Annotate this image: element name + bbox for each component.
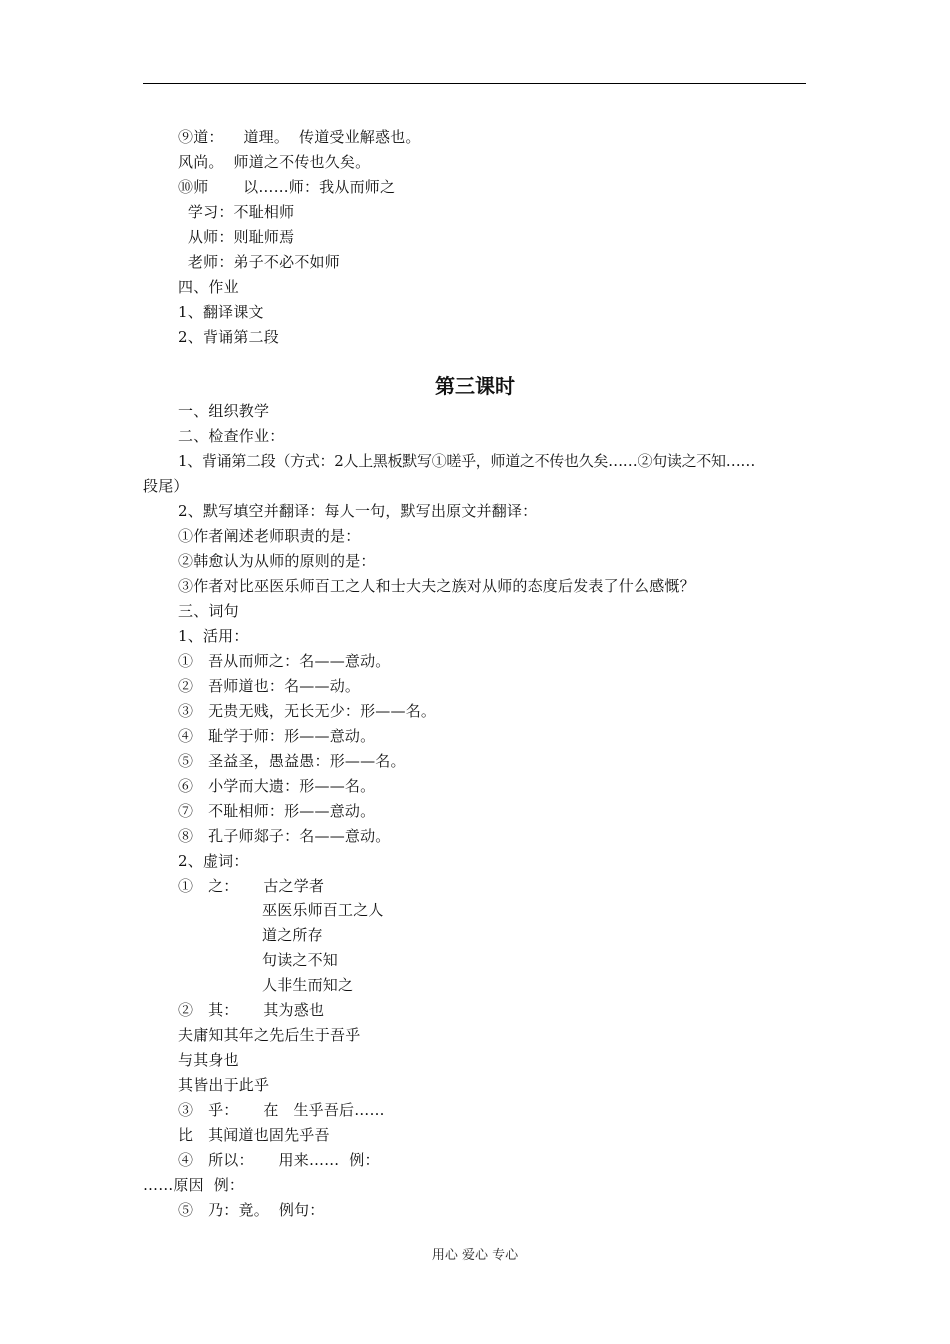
text-line: 与其身也 (178, 1051, 239, 1069)
text-line: 1、翻译课文 (178, 303, 264, 321)
section-title: 第三课时 (435, 374, 515, 398)
text-line: ⑦ 不耻相师：形——意动。 (178, 802, 376, 820)
text-line: ①作者阐述老师职责的是： (178, 527, 361, 545)
text-line: 老师：弟子不必不如师 (178, 253, 340, 271)
text-line: 道之所存 (262, 926, 323, 944)
text-line: ② 吾师道也：名——动。 (178, 677, 361, 695)
text-line: ⑧ 孔子师郯子：名——意动。 (178, 827, 391, 845)
text-line: 2、背诵第二段 (178, 328, 279, 346)
text-line: ① 之： 古之学者 (178, 877, 325, 895)
text-line: 句读之不知 (262, 951, 339, 969)
text-line: ⑨道： 道理。 传道受业解惑也。 (178, 128, 421, 146)
text-line: ③ 无贵无贱，无长无少：形——名。 (178, 702, 437, 720)
text-line: 夫庸知其年之先后生于吾乎 (178, 1026, 361, 1044)
text-line: ③ 乎： 在 生乎吾后…… (178, 1101, 385, 1119)
text-line: ②韩愈认为从师的原则的是： (178, 552, 376, 570)
text-line: ⑤ 乃：竟。 例句： (178, 1201, 325, 1219)
text-line: ⑤ 圣益圣，愚益愚：形——名。 (178, 752, 406, 770)
text-line: ⑥ 小学而大遗：形——名。 (178, 777, 376, 795)
header-rule (143, 83, 806, 84)
text-line: 三、词句 (178, 602, 239, 620)
text-line: 人非生而知之 (262, 976, 354, 994)
text-line: ④ 所以： 用来…… 例： (178, 1151, 380, 1169)
text-line: 二、检查作业： (178, 427, 285, 445)
text-line: 2、虚词： (178, 852, 249, 870)
text-line: 2、默写填空并翻译：每人一句，默写出原文并翻译： (178, 502, 538, 520)
text-line: 风尚。 师道之不传也久矣。 (178, 153, 371, 171)
text-line: 巫医乐师百工之人 (262, 901, 384, 919)
text-line: ④ 耻学于师：形——意动。 (178, 727, 376, 745)
text-line: 学习：不耻相师 (178, 203, 295, 221)
text-line: 四、作业 (178, 278, 239, 296)
text-line: 1、背诵第二段（方式：2人上黑板默写①嗟乎，师道之不传也久矣……②句读之不知…… (178, 452, 756, 470)
text-line: 比 其闻道也固先乎吾 (178, 1126, 330, 1144)
text-line: ② 其： 其为惑也 (178, 1001, 325, 1019)
text-line: 其皆出于此乎 (178, 1076, 270, 1094)
text-line: 1、活用： (178, 627, 249, 645)
text-line: ① 吾从而师之：名——意动。 (178, 652, 391, 670)
text-line: 从师：则耻师焉 (178, 228, 295, 246)
text-line: ⑩师 以……师：我从而师之 (178, 178, 396, 196)
text-line: ③作者对比巫医乐师百工之人和士大夫之族对从师的态度后发表了什么感慨？ (178, 577, 695, 595)
page-footer: 用心 爱心 专心 (431, 1248, 519, 1263)
text-line: ……原因 例： (143, 1176, 245, 1194)
text-line: 一、组织教学 (178, 402, 270, 420)
text-line: 段尾） (143, 477, 189, 495)
